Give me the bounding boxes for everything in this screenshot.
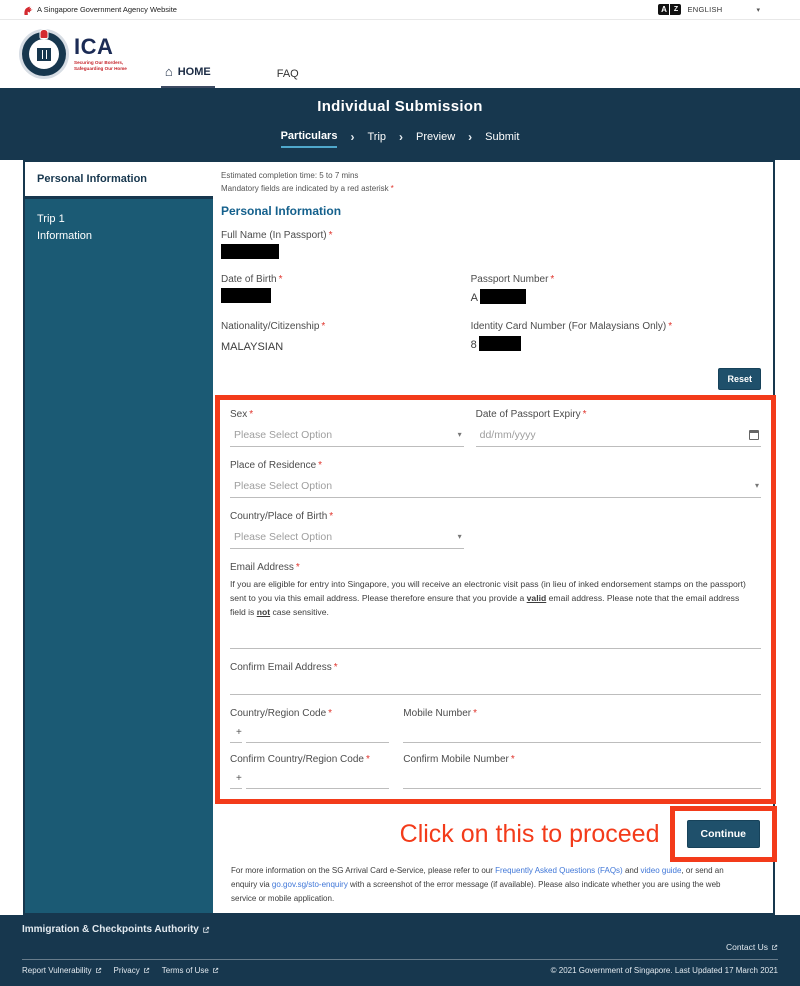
plus-prefix: + [230, 773, 242, 789]
footer-agency-link[interactable]: Immigration & Checkpoints Authority [22, 924, 778, 935]
field-mobile: Mobile Number * [403, 708, 761, 743]
translate-icon: A Z [658, 4, 681, 15]
calendar-icon[interactable] [749, 430, 759, 440]
content-container [23, 160, 775, 915]
country-of-birth-select[interactable]: Please Select Option ▾ [230, 525, 464, 549]
logo-abbr: ICA [74, 34, 114, 60]
external-link-icon [143, 967, 150, 974]
step-trip[interactable]: Trip [367, 131, 387, 143]
field-place-of-residence: Place of Residence * Please Select Option ▾ [230, 460, 761, 498]
language-selector[interactable] [658, 4, 790, 15]
footer [0, 915, 800, 986]
sidebar [25, 162, 213, 913]
field-passport-number: Passport Number * A [470, 273, 555, 304]
field-email: Email Address * If you are eligible for entry into Singapore, you will receive an electronic visit pass (in lieu of inked endorsement stamps on the passport) sent to you via this email address. Please therefore ensure that you provide a valid email address. Please note that the email address field is not case sensitive. [230, 562, 761, 650]
continue-row [221, 806, 777, 862]
nav-home[interactable]: ⌂ HOME [161, 42, 215, 88]
building-icon [37, 48, 51, 61]
video-guide-link[interactable]: video guide [640, 866, 682, 876]
form-panel [213, 162, 773, 913]
annotation-rectangle-continue [670, 806, 778, 862]
report-vulnerability-link[interactable]: Report Vulnerability [22, 966, 102, 975]
enquiry-link[interactable]: go.gov.sg/sto-enquiry [271, 879, 348, 889]
merlion-icon [22, 4, 32, 16]
step-submit[interactable]: Submit [485, 131, 520, 143]
external-link-icon [202, 926, 210, 934]
passport-expiry-input[interactable]: dd/mm/yyyy [476, 423, 761, 447]
annotation-text: Click on this to proceed [399, 819, 660, 848]
sidebar-item-trip1-information[interactable]: Trip 1 Information [37, 213, 93, 242]
confirm-country-code-input[interactable] [246, 771, 389, 789]
chevron-down-icon: ▾ [756, 6, 760, 14]
ic-prefix: 8 [470, 338, 477, 351]
crest-icon [40, 29, 49, 39]
copyright-text: © 2021 Government of Singapore. Last Updated 17 March 2021 [550, 966, 778, 976]
logo-tagline: Securing Our Borders, Safeguarding Our Home [74, 60, 127, 71]
estimated-time-note: Estimated completion time: 5 to 7 mins [221, 171, 359, 180]
field-country-of-birth: Country/Place of Birth * Please Select Option ▾ [230, 511, 464, 549]
step-preview[interactable]: Preview [416, 131, 456, 143]
contact-us-link[interactable]: Contact Us [726, 942, 778, 952]
gov-banner [0, 0, 800, 20]
redacted-identity-card [479, 336, 521, 351]
mandatory-note: Mandatory fields are indicated by a red asterisk * [221, 183, 394, 193]
chevron-down-icon: ▾ [457, 430, 462, 440]
language-label: ENGLISH [687, 5, 723, 14]
footer-divider [22, 959, 778, 960]
chevron-down-icon: ▾ [754, 481, 759, 491]
field-identity-card: Identity Card Number (For Malaysians Only) * 8 [470, 320, 673, 351]
confirm-mobile-input[interactable] [403, 771, 761, 789]
privacy-link[interactable]: Privacy [114, 966, 150, 975]
ica-logo[interactable] [22, 32, 66, 76]
external-link-icon [212, 967, 219, 974]
annotation-rectangle [215, 395, 776, 805]
field-confirm-mobile: Confirm Mobile Number * [403, 754, 761, 789]
sex-select[interactable]: Please Select Option ▾ [230, 423, 464, 447]
residence-select[interactable]: Please Select Option ▾ [230, 474, 761, 498]
faq-link[interactable]: Frequently Asked Questions (FAQs) [495, 866, 623, 876]
email-help-text: If you are eligible for entry into Singapore, you will receive an electronic visit pass (in lieu of inked endorsement stamps on the passport) sent to you via this email address. Please therefore ensure that you provide a valid email address. Please note that the email address field is not case sensitive. [230, 578, 746, 618]
email-input[interactable] [230, 627, 761, 649]
field-nationality: Nationality/Citizenship * MALAYSIAN [221, 321, 459, 353]
terms-of-use-link[interactable]: Terms of Use [162, 966, 219, 975]
nationality-value: MALAYSIAN [221, 340, 284, 353]
reset-button[interactable]: Reset [718, 368, 761, 390]
redacted-passport-number [480, 289, 526, 304]
field-sex: Sex * Please Select Option ▾ [230, 409, 464, 447]
chevron-down-icon: ▾ [457, 532, 462, 542]
field-confirm-country-code: Confirm Country/Region Code * + [230, 754, 389, 789]
chevron-right-icon: › [350, 130, 355, 144]
main-nav [161, 20, 303, 88]
sidebar-item-personal-information[interactable]: Personal Information [25, 162, 213, 199]
step-particulars[interactable]: Particulars [281, 130, 338, 148]
field-country-code: Country/Region Code * + [230, 708, 389, 743]
section-title: Personal Information [221, 203, 342, 218]
plus-prefix: + [230, 727, 242, 743]
gov-banner-label: A Singapore Government Agency Website [37, 5, 177, 14]
logo-text [74, 36, 127, 72]
chevron-right-icon: › [399, 130, 404, 144]
mobile-input[interactable] [403, 725, 761, 743]
hero-band [0, 88, 800, 160]
field-passport-expiry: Date of Passport Expiry * dd/mm/yyyy [476, 409, 761, 447]
info-paragraph: For more information on the SG Arrival Card e-Service, please refer to our Frequently Asked Questions (FAQs) and video guide, or send an enquiry via go.gov.sg/sto-enquiry with a screenshot of the error message (if available). Please also indicate whether you are using the web service or mobile application. [231, 866, 724, 903]
country-code-input[interactable] [246, 725, 389, 743]
chevron-right-icon: › [468, 130, 473, 144]
continue-button[interactable]: Continue [687, 820, 761, 848]
field-date-of-birth: Date of Birth * [221, 274, 459, 306]
nav-faq[interactable]: FAQ [276, 68, 299, 80]
field-confirm-email: Confirm Email Address * [230, 662, 761, 695]
app-header [0, 20, 800, 88]
external-link-icon [95, 967, 102, 974]
page-title: Individual Submission [317, 98, 483, 115]
redacted-date-of-birth [221, 288, 271, 303]
passport-prefix: A [470, 291, 478, 304]
step-breadcrumb [0, 130, 800, 148]
field-full-name: Full Name (In Passport) * [221, 230, 761, 259]
confirm-email-input[interactable] [230, 673, 761, 695]
external-link-icon [771, 944, 778, 951]
redacted-full-name [221, 244, 279, 259]
